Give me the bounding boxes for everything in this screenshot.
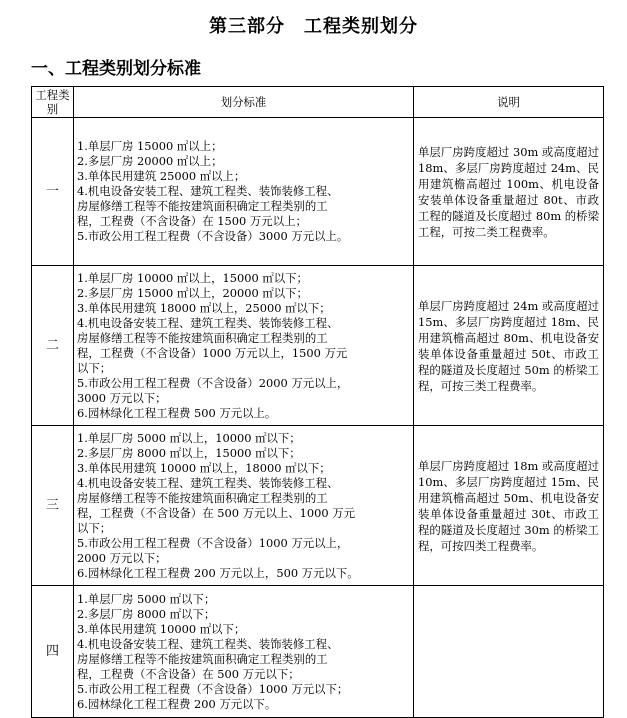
criteria-line: 2.多层厂房 20000 ㎡以上；	[77, 154, 223, 168]
criteria-line: 4.机电设备安装工程、建筑工程类、装饰装修工程、	[77, 475, 339, 490]
criteria-line: 5.市政公用工程工程费（不含设备）1000 万元以上，	[77, 535, 349, 550]
criteria-line: 程，工程费（不含设备）在 1500 万元以上；	[77, 214, 307, 228]
note-cell	[414, 586, 604, 718]
header-criteria: 划分标准	[74, 87, 414, 118]
criteria-cell	[74, 118, 414, 266]
table-row	[32, 586, 604, 718]
criteria-cell	[74, 266, 414, 426]
category-cell: 一	[32, 118, 74, 266]
table-row	[32, 118, 604, 266]
criteria-line: 2.多层厂房 8000 ㎡以上，15000 ㎡以下；	[77, 445, 301, 460]
note-cell: 单层厂房跨度超过 30m 或高度超过 18m、多层厂房跨度超过 24m、民用建筑檐高超过 100m、机电设备安装单体设备重量超过 80t、市政工程的隧道及长度超过 80m 的桥梁工程，可按二类工程费率。	[414, 118, 604, 266]
criteria-line: 房屋修缮工程等不能按建筑面积确定工程类别的工	[77, 651, 328, 666]
table-row	[32, 426, 604, 586]
criteria-line: 6.园林绿化工程工程费 500 万元以上。	[77, 405, 277, 420]
criteria-line: 3.单体民用建筑 10000 ㎡以上，18000 ㎡以下；	[77, 460, 331, 475]
criteria-line: 房屋修缮工程等不能按建筑面积确定工程类别的工	[77, 330, 328, 345]
criteria-line: 4.机电设备安装工程、建筑工程类、装饰装修工程、	[77, 184, 339, 198]
classification-table	[31, 86, 604, 718]
note-cell: 单层厂房跨度超过 18m 或高度超过 10m、多层厂房跨度超过 15m、民用建筑檐高超过 50m、机电设备安装单体设备重量超过 30t、市政工程的隧道及长度超过 30m 的桥梁工程，可按四类工程费率。	[414, 426, 604, 586]
criteria-line: 房屋修缮工程等不能按建筑面积确定工程类别的工	[77, 490, 328, 505]
criteria-line: 2.多层厂房 8000 ㎡以下；	[77, 606, 216, 621]
header-type: 工程类别	[32, 87, 74, 118]
table-header-row	[32, 87, 604, 118]
category-cell: 二	[32, 266, 74, 426]
criteria-line: 3000 万元以下；	[77, 390, 167, 405]
criteria-line: 4.机电设备安装工程、建筑工程类、装饰装修工程、	[77, 636, 339, 651]
criteria-line: 6.园林绿化工程工程费 200 万元以下。	[77, 696, 277, 711]
criteria-line: 3.单体民用建筑 18000 ㎡以上，25000 ㎡以下；	[77, 300, 331, 315]
section-heading: 一、工程类别划分标准	[31, 59, 201, 79]
criteria-line: 5.市政公用工程工程费（不含设备）1000 万元以下；	[77, 681, 349, 696]
criteria-line: 以下；	[77, 360, 112, 375]
table-row	[32, 266, 604, 426]
criteria-line: 3.单体民用建筑 25000 ㎡以上；	[77, 169, 246, 183]
criteria-line: 4.机电设备安装工程、建筑工程类、装饰装修工程、	[77, 315, 339, 330]
note-cell: 单层厂房跨度超过 24m 或高度超过 15m、多层厂房跨度超过 18m、民用建筑檐高超过 80m、机电设备安装单体设备重量超过 50t、市政工程的隧道及长度超过 50m 的桥梁工程，可按三类工程费率。	[414, 266, 604, 426]
criteria-line: 程，工程费（不含设备）1000 万元以上，1500 万元	[77, 345, 348, 360]
criteria-line: 1.单层厂房 15000 ㎡以上；	[77, 139, 223, 153]
category-cell: 四	[32, 586, 74, 718]
criteria-line: 2.多层厂房 15000 ㎡以上，20000 ㎡以下；	[77, 285, 308, 300]
criteria-line: 以下；	[77, 520, 112, 535]
page-title: 第三部分 工程类别划分	[209, 16, 418, 37]
header-note: 说明	[414, 87, 604, 118]
criteria-line: 3.单体民用建筑 10000 ㎡以下；	[77, 621, 246, 636]
criteria-line: 6.园林绿化工程工程费 200 万元以上，500 万元以下。	[77, 565, 359, 580]
criteria-line: 2000 万元以下；	[77, 550, 167, 565]
criteria-cell	[74, 426, 414, 586]
criteria-line: 房屋修缮工程等不能按建筑面积确定工程类别的工	[77, 199, 328, 213]
criteria-line: 程，工程费（不含设备）在 500 万元以上、1000 万元	[77, 505, 356, 520]
category-cell: 三	[32, 426, 74, 586]
criteria-cell	[74, 586, 414, 718]
criteria-line: 程，工程费（不含设备）在 500 万元以下；	[77, 666, 300, 681]
criteria-line: 1.单层厂房 5000 ㎡以上，10000 ㎡以下；	[77, 430, 301, 445]
criteria-line: 1.单层厂房 5000 ㎡以下；	[77, 591, 216, 606]
criteria-line: 1.单层厂房 10000 ㎡以上，15000 ㎡以下；	[77, 270, 308, 285]
criteria-line: 5.市政公用工程工程费（不含设备）3000 万元以上。	[77, 229, 349, 243]
criteria-line: 5.市政公用工程工程费（不含设备）2000 万元以上，	[77, 375, 349, 390]
